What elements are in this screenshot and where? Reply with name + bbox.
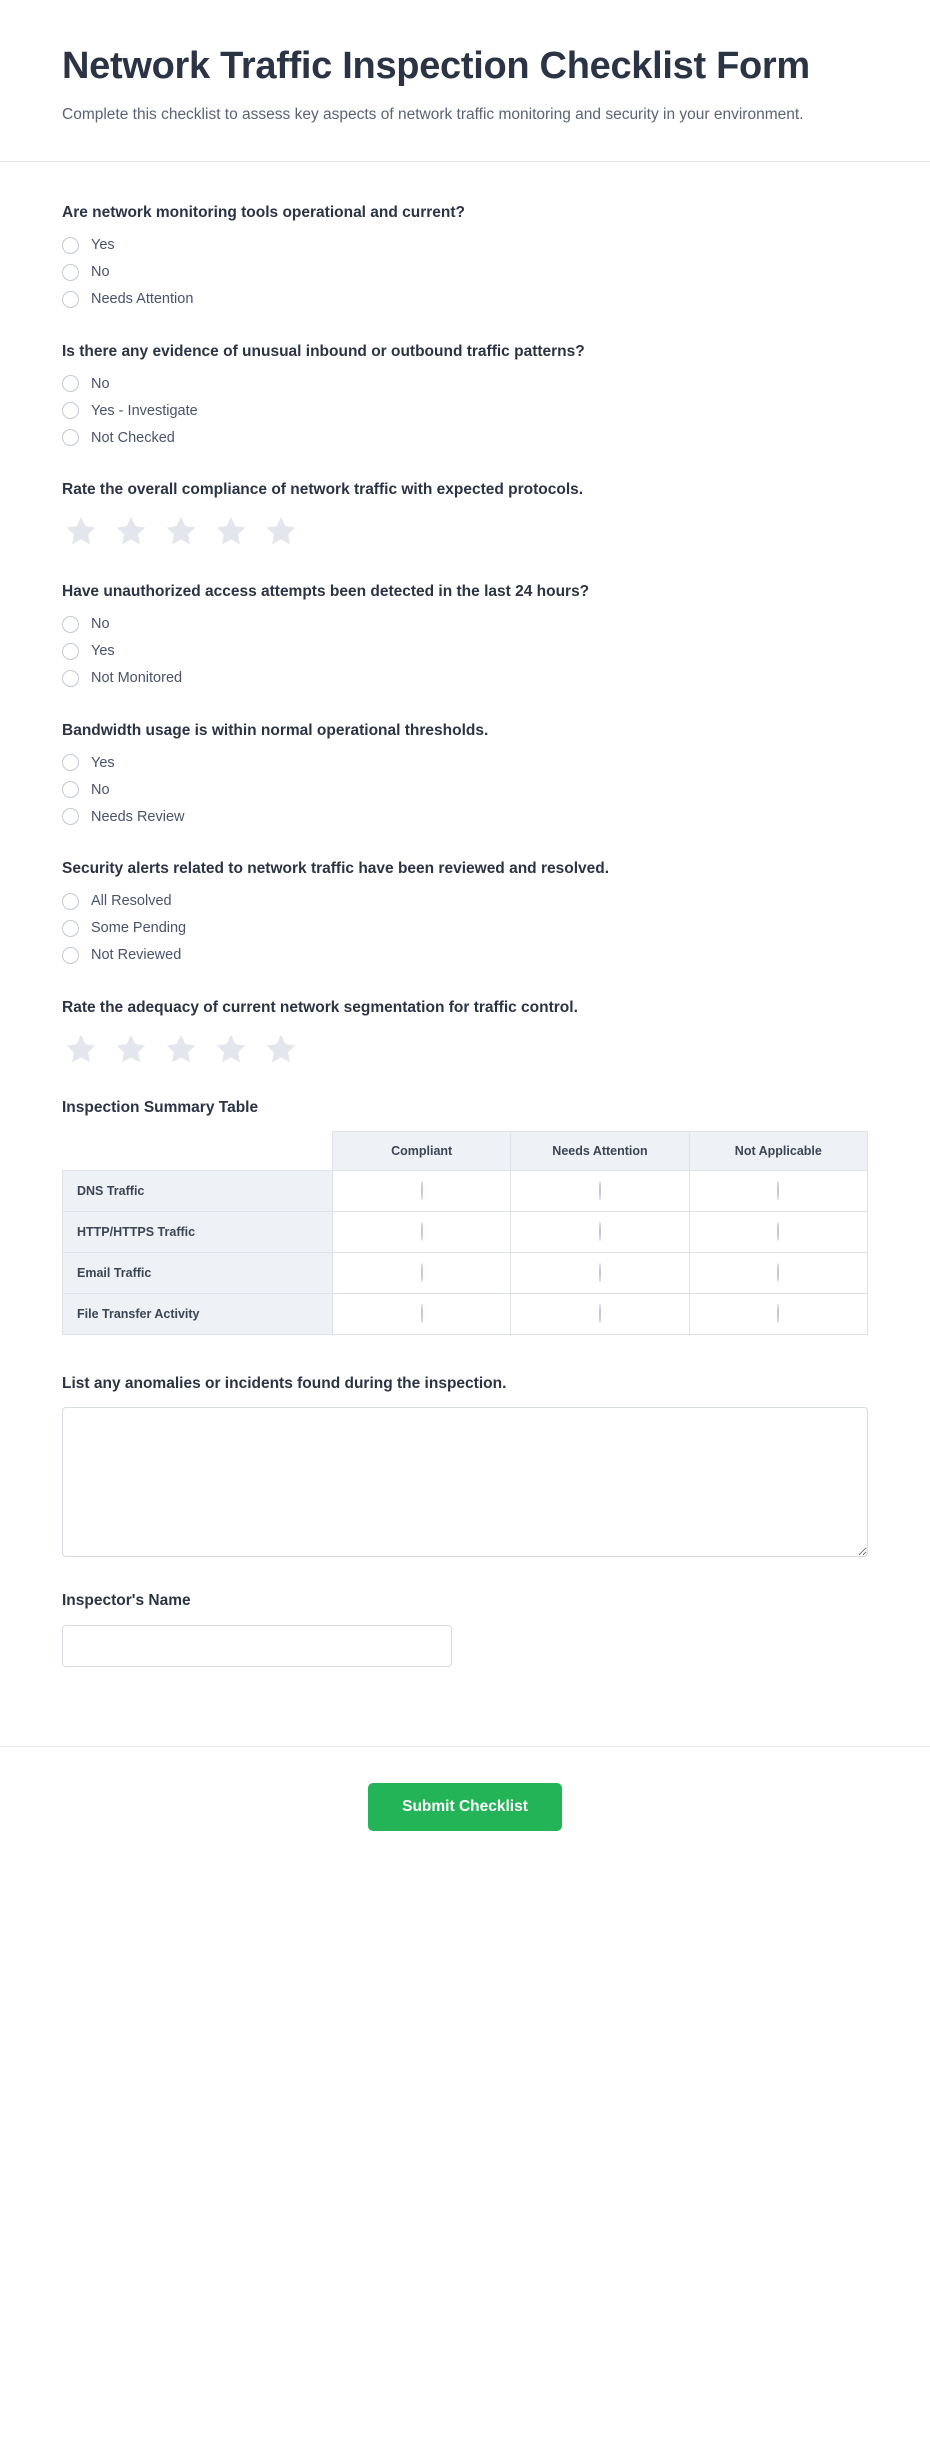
form-header bbox=[0, 0, 930, 162]
star-icon[interactable] bbox=[164, 514, 198, 548]
cell-radio-needs-attention[interactable] bbox=[511, 1293, 689, 1334]
radio-icon[interactable] bbox=[777, 1304, 779, 1323]
radio-icon[interactable] bbox=[62, 781, 79, 798]
table-head bbox=[63, 1131, 868, 1170]
star-icon[interactable] bbox=[114, 1032, 148, 1066]
question-protocol-compliance-rating bbox=[62, 479, 868, 548]
radio-option-no[interactable] bbox=[62, 781, 868, 798]
option-label: No bbox=[91, 375, 110, 392]
page-title: Network Traffic Inspection Checklist Form bbox=[62, 45, 810, 87]
radio-icon[interactable] bbox=[421, 1304, 423, 1323]
radio-icon[interactable] bbox=[62, 402, 79, 419]
anomalies-label: List any anomalies or incidents found during the inspection. bbox=[62, 1374, 507, 1392]
radio-option-yes-investigate[interactable] bbox=[62, 402, 868, 419]
radio-icon[interactable] bbox=[599, 1304, 601, 1323]
anomalies-block bbox=[62, 1373, 868, 1558]
cell-radio-not-applicable[interactable] bbox=[689, 1211, 867, 1252]
radio-icon[interactable] bbox=[62, 429, 79, 446]
cell-radio-needs-attention[interactable] bbox=[511, 1252, 689, 1293]
inspector-name-input[interactable] bbox=[62, 1625, 452, 1667]
row-header-email-traffic: Email Traffic bbox=[63, 1252, 333, 1293]
radio-option-needs-attention[interactable] bbox=[62, 291, 868, 308]
option-label: Some Pending bbox=[91, 920, 187, 937]
radio-icon[interactable] bbox=[62, 893, 79, 910]
table-row bbox=[63, 1170, 868, 1211]
radio-icon[interactable] bbox=[62, 291, 79, 308]
submit-button[interactable]: Submit Checklist bbox=[368, 1783, 562, 1831]
option-label: Not Checked bbox=[91, 429, 175, 446]
question-label: Have unauthorized access attempts been detected in the last 24 hours? bbox=[62, 582, 590, 600]
radio-icon[interactable] bbox=[62, 264, 79, 281]
question-label: Rate the overall compliance of network traffic with expected protocols. bbox=[62, 481, 584, 499]
cell-radio-not-applicable[interactable] bbox=[689, 1293, 867, 1334]
option-label: Yes - Investigate bbox=[91, 402, 198, 419]
radio-icon[interactable] bbox=[421, 1263, 423, 1282]
radio-icon[interactable] bbox=[777, 1222, 779, 1241]
radio-option-yes[interactable] bbox=[62, 643, 868, 660]
table-body bbox=[63, 1170, 868, 1334]
option-label: Not Reviewed bbox=[91, 947, 182, 964]
row-header-dns-traffic: DNS Traffic bbox=[63, 1170, 333, 1211]
star-icon[interactable] bbox=[214, 514, 248, 548]
star-icon[interactable] bbox=[164, 1032, 198, 1066]
question-label: Bandwidth usage is within normal operational thresholds. bbox=[62, 721, 489, 739]
cell-radio-needs-attention[interactable] bbox=[511, 1211, 689, 1252]
question-label: Security alerts related to network traffic have been reviewed and resolved. bbox=[62, 860, 610, 878]
radio-icon[interactable] bbox=[777, 1181, 779, 1200]
star-icon[interactable] bbox=[114, 514, 148, 548]
radio-icon[interactable] bbox=[62, 808, 79, 825]
star-icon[interactable] bbox=[264, 514, 298, 548]
radio-icon[interactable] bbox=[62, 616, 79, 633]
inspector-name-block bbox=[62, 1590, 868, 1667]
table-header-row bbox=[63, 1131, 868, 1170]
radio-option-not-reviewed[interactable] bbox=[62, 947, 868, 964]
row-header-file-transfer-activity: File Transfer Activity bbox=[63, 1293, 333, 1334]
row-header-http-https-traffic: HTTP/HTTPS Traffic bbox=[63, 1211, 333, 1252]
table-row bbox=[63, 1252, 868, 1293]
option-label: Yes bbox=[91, 754, 115, 771]
cell-radio-compliant[interactable] bbox=[333, 1293, 511, 1334]
form-body bbox=[0, 162, 930, 1710]
option-label: Needs Review bbox=[91, 808, 185, 825]
star-rating[interactable] bbox=[62, 1032, 868, 1066]
option-label: Yes bbox=[91, 237, 115, 254]
star-icon[interactable] bbox=[64, 514, 98, 548]
column-header-needs-attention: Needs Attention bbox=[511, 1131, 689, 1170]
cell-radio-compliant[interactable] bbox=[333, 1252, 511, 1293]
inspection-summary-table bbox=[62, 1131, 868, 1335]
radio-icon[interactable] bbox=[62, 670, 79, 687]
question-unusual-traffic bbox=[62, 341, 868, 447]
radio-icon[interactable] bbox=[599, 1222, 601, 1241]
page-subtitle: Complete this checklist to assess key aspects of network traffic monitoring and security in your environment. bbox=[62, 105, 804, 123]
table-row bbox=[63, 1211, 868, 1252]
radio-icon[interactable] bbox=[62, 754, 79, 771]
star-rating[interactable] bbox=[62, 514, 868, 548]
question-security-alerts bbox=[62, 858, 868, 964]
radio-option-no[interactable] bbox=[62, 375, 868, 392]
option-label: No bbox=[91, 781, 110, 798]
column-header-compliant: Compliant bbox=[333, 1131, 511, 1170]
question-segmentation-rating bbox=[62, 997, 868, 1066]
radio-icon[interactable] bbox=[599, 1263, 601, 1282]
cell-radio-compliant[interactable] bbox=[333, 1170, 511, 1211]
column-header-not-applicable: Not Applicable bbox=[689, 1131, 867, 1170]
radio-icon[interactable] bbox=[421, 1222, 423, 1241]
option-label: All Resolved bbox=[91, 893, 172, 910]
radio-icon[interactable] bbox=[62, 375, 79, 392]
anomalies-textarea[interactable] bbox=[62, 1407, 868, 1557]
radio-icon[interactable] bbox=[421, 1181, 423, 1200]
radio-icon[interactable] bbox=[62, 643, 79, 660]
question-bandwidth-usage bbox=[62, 720, 868, 826]
option-label: Yes bbox=[91, 643, 115, 660]
radio-option-all-resolved[interactable] bbox=[62, 893, 868, 910]
inspector-name-label: Inspector's Name bbox=[62, 1592, 191, 1610]
radio-option-some-pending[interactable] bbox=[62, 920, 868, 937]
radio-icon[interactable] bbox=[62, 947, 79, 964]
form-footer bbox=[0, 1746, 930, 1875]
option-label: No bbox=[91, 616, 110, 633]
cell-radio-needs-attention[interactable] bbox=[511, 1170, 689, 1211]
question-label: Are network monitoring tools operational and current? bbox=[62, 203, 466, 221]
radio-option-needs-review[interactable] bbox=[62, 808, 868, 825]
radio-option-no[interactable] bbox=[62, 264, 868, 281]
radio-icon[interactable] bbox=[62, 920, 79, 937]
table-corner-cell bbox=[63, 1131, 333, 1170]
cell-radio-not-applicable[interactable] bbox=[689, 1252, 867, 1293]
table-row bbox=[63, 1293, 868, 1334]
star-icon[interactable] bbox=[214, 1032, 248, 1066]
cell-radio-not-applicable[interactable] bbox=[689, 1170, 867, 1211]
star-icon[interactable] bbox=[264, 1032, 298, 1066]
star-icon[interactable] bbox=[64, 1032, 98, 1066]
radio-option-yes[interactable] bbox=[62, 754, 868, 771]
cell-radio-compliant[interactable] bbox=[333, 1211, 511, 1252]
summary-table-title: Inspection Summary Table bbox=[62, 1098, 259, 1116]
question-unauthorized-access bbox=[62, 581, 868, 687]
option-label: Not Monitored bbox=[91, 670, 183, 687]
radio-icon[interactable] bbox=[777, 1263, 779, 1282]
radio-option-yes[interactable] bbox=[62, 237, 868, 254]
question-label: Is there any evidence of unusual inbound or outbound traffic patterns? bbox=[62, 342, 585, 360]
radio-icon[interactable] bbox=[599, 1181, 601, 1200]
option-label: Needs Attention bbox=[91, 291, 194, 308]
question-monitoring-tools bbox=[62, 202, 868, 308]
radio-icon[interactable] bbox=[62, 237, 79, 254]
question-label: Rate the adequacy of current network segmentation for traffic control. bbox=[62, 998, 578, 1016]
radio-option-not-monitored[interactable] bbox=[62, 670, 868, 687]
option-label: No bbox=[91, 264, 110, 281]
radio-option-not-checked[interactable] bbox=[62, 429, 868, 446]
radio-option-no[interactable] bbox=[62, 616, 868, 633]
